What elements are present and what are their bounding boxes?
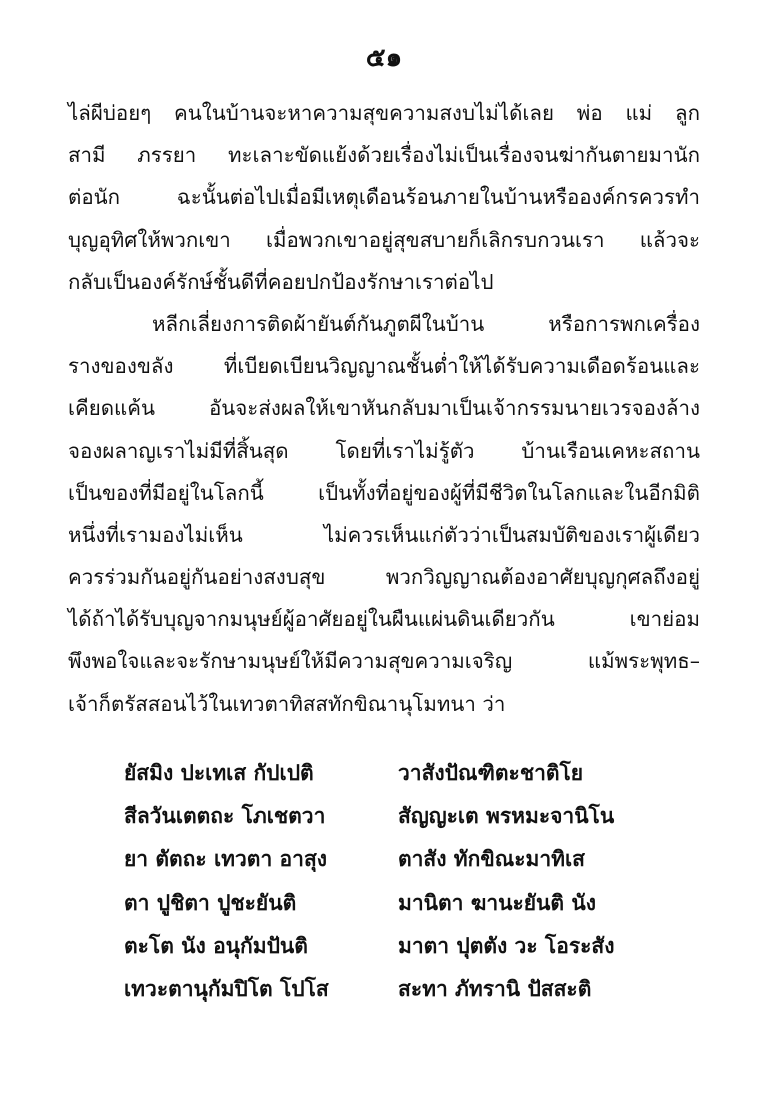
verse-right-line: วาสังปัณฑิตะชาติโย <box>398 761 584 785</box>
paragraph-2-line: หลีกเลี่ยงการติดผ้ายันต์กันภูตผีในบ้าน หรือการพกเครื่อง <box>152 311 700 336</box>
paragraph-1-line: ต่อนัก ฉะนั้นต่อไปเมื่อมีเหตุเดือนร้อนภายในบ้านหรือองค์กรควรทำ <box>68 185 700 210</box>
verse-left-line: ตา ปูชิตา ปูชะยันติ <box>124 890 297 915</box>
verse-left-line: เทวะตานุกัมปิโต โปโส <box>124 976 329 1001</box>
paragraph-2-line: พึงพอใจและจะรักษามนุษย์ให้มีความสุขความเจริญ แม้พระพุทธ– <box>68 649 700 674</box>
verse-row <box>124 838 684 881</box>
verse-row <box>124 882 684 925</box>
paragraph-2-line: หนึ่งที่เรามองไม่เห็น ไม่ควรเห็นแก่ตัวว่าเป็นสมบัติของเราผู้เดียว <box>68 522 700 547</box>
paragraph-2-line: ควรร่วมกันอยู่กันอย่างสงบสุข พวกวิญญาณต้องอาศัยบุญกุศลถึงอยู่ <box>68 565 700 590</box>
prose-body <box>68 92 700 725</box>
page-number: ๕๑ <box>365 43 403 73</box>
verse-left-line: ยัสมิง ปะเทเส กัปเปติ <box>124 761 314 785</box>
verse-right-line: สะทา ภัทรานิ ปัสสะติ <box>398 976 592 1001</box>
verse-right-line: สัญญะเต พรหมะจานิโน <box>398 804 615 829</box>
verse-block <box>124 752 684 1011</box>
paragraph-2-line: เคียดแค้น อันจะส่งผลให้เขาหันกลับมาเป็นเจ้ากรรมนายเวรจองล้าง <box>68 396 700 421</box>
paragraph-2-line: เป็นของที่มีอยู่ในโลกนี้ เป็นทั้งที่อยู่ของผู้ที่มีชีวิตในโลกและในอีกมิติ <box>68 480 700 505</box>
verse-row <box>124 795 684 838</box>
paragraph-1-line: สามี ภรรยา ทะเลาะขัดแย้งด้วยเรื่องไม่เป็นเรื่องจนฆ่ากันตายมานัก <box>68 143 700 168</box>
paragraph-1-line: กลับเป็นองค์รักษ์ชั้นดีที่คอยปกป้องรักษาเราต่อไป <box>68 269 494 294</box>
verse-right-line: มาตา ปุตตัง วะ โอระสัง <box>398 933 615 958</box>
verse-row <box>124 752 684 795</box>
paragraph-2-line: จองผลาญเราไม่มีที่สิ้นสุด โดยที่เราไม่รู้ตัว บ้านเรือนเคหะสถาน <box>68 438 700 463</box>
verse-left-line: ยา ตัตถะ เทวตา อาสุง <box>124 847 328 872</box>
verse-row <box>124 925 684 968</box>
verse-left-line: สีลวันเตตถะ โภเชตวา <box>124 804 326 829</box>
paragraph-2-line: รางของขลัง ที่เบียดเบียนวิญญาณชั้นต่ำให้ได้รับความเดือดร้อนและ <box>68 354 700 379</box>
paragraph-2-line: ได้ถ้าได้รับบุญจากมนุษย์ผู้อาศัยอยู่ในผืนแผ่นดินเดียวกัน เขาย่อม <box>68 607 700 632</box>
verse-right-line: ตาสัง ทักขิณะมาทิเส <box>398 847 585 872</box>
paragraph-1-line: บุญอุทิศให้พวกเขา เมื่อพวกเขาอยู่สุขสบายก็เลิกรบกวนเรา แล้วจะ <box>68 227 700 252</box>
paragraph-1-line: ไล่ผีบ่อยๆ คนในบ้านจะหาความสุขความสงบไม่ได้เลย พ่อ แม่ ลูก <box>68 101 700 125</box>
verse-row <box>124 968 684 1011</box>
paragraph-2-line: เจ้าก็ตรัสสอนไว้ในเทวตาทิสสทักขิณานุโมทนา ว่า <box>68 691 506 716</box>
verse-right-line: มานิตา ฆานะยันติ นัง <box>398 890 596 915</box>
verse-left-line: ตะโต นัง อนุกัมปันติ <box>124 933 308 958</box>
